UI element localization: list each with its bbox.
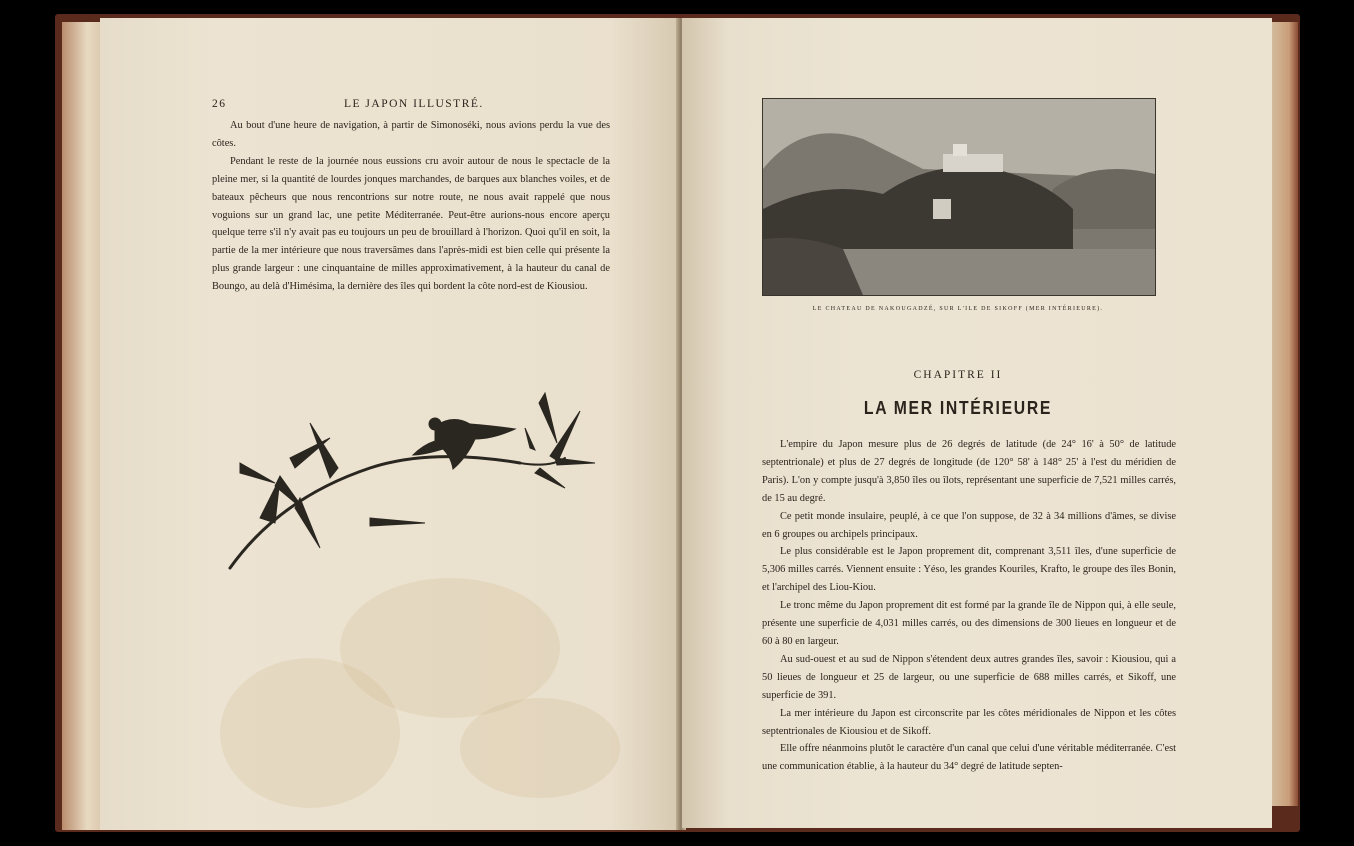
paragraph: L'empire du Japon mesure plus de 26 degrés de latitude (de 24° 16' à 50° de latitude septentrionale) et plus de 27 degrés de longitude (de 120° 58' à 148° 25' à l'est du méridien de Paris). L'on y compte jusqu'à 3,850 îles ou îlots, représentant une superficie de 7,521 milles carrés, de 15 au degré. (762, 439, 1176, 504)
foxing-stain (460, 698, 620, 798)
running-title: LE JAPON ILLUSTRÉ. (344, 98, 484, 110)
engraving-illustration (762, 98, 1156, 296)
right-page (682, 18, 1272, 828)
paragraph: Au bout d'une heure de navigation, à partir de Simonoséki, nous avions perdu la vue des côtes. (212, 120, 610, 149)
left-page (100, 18, 680, 830)
chapter-number: CHAPITRE II (913, 369, 1003, 381)
page-edges-left (62, 22, 104, 830)
paragraph: Ce petit monde insulaire, peuplé, à ce que l'on suppose, de 32 à 34 millions d'âmes, se divise en 6 groupes ou archipels principaux. (762, 510, 1176, 540)
paragraph: Pendant le reste de la journée nous eussions cru avoir autour de nous le spectacle de la pleine mer, si la quantité de lourdes jonques marchandes, de barques aux blanches voiles, et de bateaux pêcheurs que nous rencontrions sur notre route, ne nous avait rappelé que nous voguions sur un grand lac, une petite Méditerranée. Peut-être aurions-nous encore aperçu quelque terre s'il n'y avait pas eu toujours un peu de brouillard à l'horizon. Quoi qu'il en soit, la partie de la mer intérieure que nous traversâmes dans l'après-midi est bien celle qui présente la plus grande largeur : une cinquantaine de milles approximativement, à la hauteur du canal de Boungo, au delà d'Himésima, la dernière des îles qui bordent la côte nord-est de Kiousiou. (212, 155, 610, 293)
page-number: 26 (212, 98, 227, 110)
figure-caption: LE CHATEAU DE NAKOUGADZÉ, SUR L'ILE DE SIKOFF (MER INTÉRIEURE). (812, 306, 1104, 312)
paragraph: Le tronc même du Japon proprement dit est formé par la grande île de Nippon qui, à elle seule, présente une superficie de 4,031 milles carrés, ou des dimensions de 300 lieues en longueur et de 60 à 80 en largeur. (762, 600, 1176, 647)
paragraph: La mer intérieure du Japon est circonscrite par les côtes méridionales de Nippon et les côtes septentrionales de Kiousiou et de Sikoff. (762, 707, 1176, 737)
page-edges-right (1268, 22, 1298, 806)
bird-on-bamboo-illustration (220, 378, 600, 598)
chapter-title: LA MER INTÉRIEURE (863, 397, 1053, 418)
paragraph: Au sud-ouest et au sud de Nippon s'étendent deux autres grandes îles, savoir : Kiousiou, qui a 50 lieues de longueur et 25 de largeur, ou une superficie de 688 milles carrés, et Sikoff, une superficie de 391. (762, 653, 1176, 701)
body-text (212, 117, 610, 296)
foxing-stain (220, 658, 400, 808)
castle-landscape-engraving (763, 99, 1155, 295)
paragraph: Elle offre néanmoins plutôt le caractère d'un canal que celui d'une véritable méditerranée. C'est une communication établie, à la hauteur du 34° degré de latitude septen- (762, 743, 1176, 773)
body-text (762, 436, 1176, 776)
paragraph: Le plus considérable est le Japon proprement dit, comprenant 3,511 îles, d'une superficie de 5,306 milles carrés. Viennent ensuite : Yéso, les grandes Kouriles, Krafto, le groupe des îles Bonin, et l'archipel des Liou-Kiou. (762, 546, 1176, 594)
